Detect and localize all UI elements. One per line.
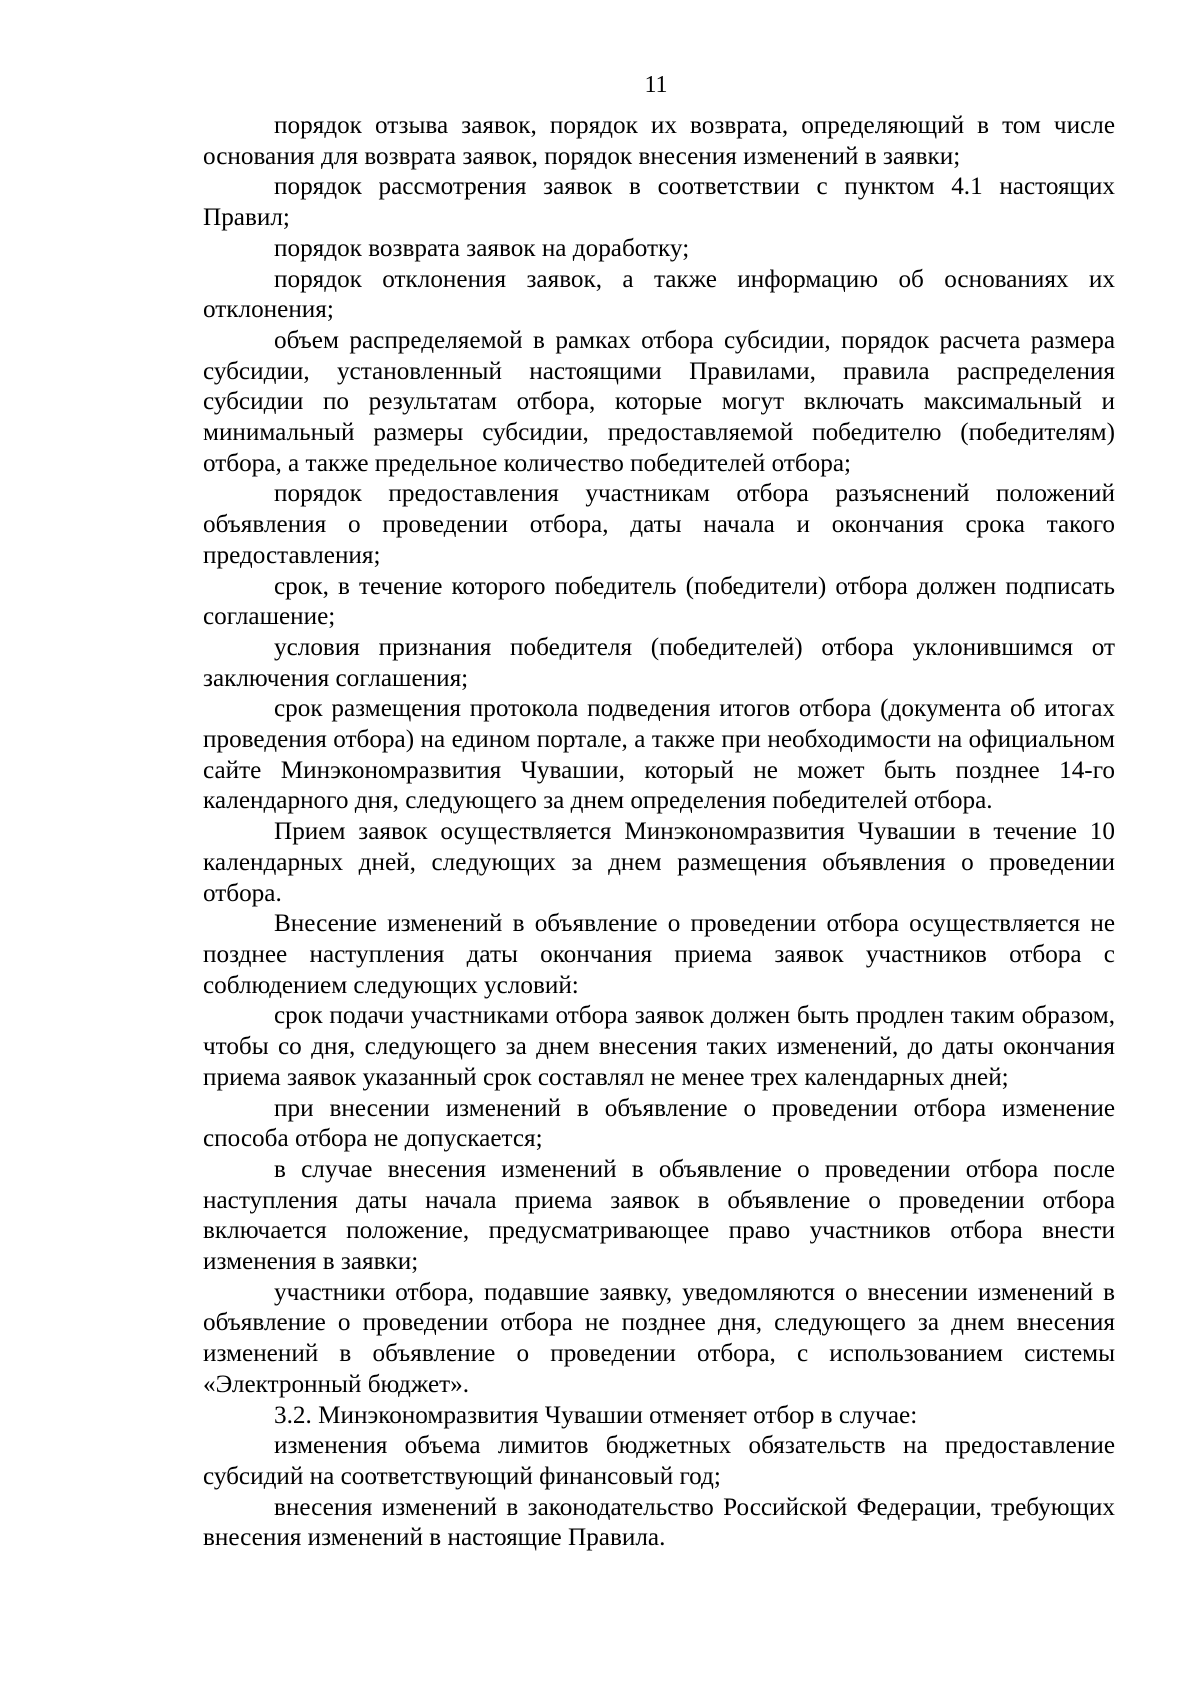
paragraph: срок, в течение которого победитель (победители) отбора должен подписать соглашение; bbox=[203, 572, 1115, 631]
paragraph: порядок отзыва заявок, порядок их возврата, определяющий в том числе основания для возврата заявок, порядок внесения изменений в заявки; bbox=[203, 112, 1115, 170]
paragraph: порядок отклонения заявок, а также информацию об основаниях их отклонения; bbox=[203, 265, 1115, 324]
paragraph: срок подачи участниками отбора заявок должен быть продлен таким образом, чтобы со дня, следующего за днем внесения таких изменений, до даты окончания приема заявок указанный срок составлял не менее трех календарных дней; bbox=[203, 1002, 1115, 1091]
paragraph: внесения изменений в законодательство Российской Федерации, требующих внесения изменений в настоящие Правила. bbox=[203, 1493, 1115, 1552]
paragraph: условия признания победителя (победителей) отбора уклонившимся от заключения соглашения; bbox=[203, 633, 1115, 692]
paragraph: участники отбора, подавшие заявку, уведомляются о внесении изменений в объявление о проведении отбора не позднее дня, следующего за днем внесения изменений в объявление о проведении отбора, с использованием системы «Электронный бюджет». bbox=[203, 1278, 1115, 1398]
paragraph: изменения объема лимитов бюджетных обязательств на предоставление субсидий на соответствующий финансовый год; bbox=[203, 1432, 1115, 1490]
page-number: 11 bbox=[644, 72, 668, 98]
paragraph: объем распределяемой в рамках отбора субсидии, порядок расчета размера субсидии, установленный настоящими Правилами, правила распределения субсидии по результатам отбора, которые могут включать максимальный и минимальный размеры субсидии, предоставляемой победителю (победителям) отбора, а также предельное количество победителей отбора; bbox=[203, 326, 1115, 477]
document-body bbox=[203, 111, 1115, 1554]
paragraph: Прием заявок осуществляется Минэкономразвития Чувашии в течение 10 календарных дней, следующих за днем размещения объявления о проведении отбора. bbox=[203, 818, 1115, 907]
paragraph: в случае внесения изменений в объявление о проведении отбора после наступления даты начала приема заявок в объявление о проведении отбора включается положение, предусматривающее право участников отбора внести изменения в заявки; bbox=[203, 1155, 1115, 1276]
paragraph: срок размещения протокола подведения итогов отбора (документа об итогах проведения отбора) на едином портале, а также при необходимости на официальном сайте Минэкономразвития Чувашии, который не может быть позднее 14-го календарного дня, следующего за днем определения победителей отбора. bbox=[203, 695, 1115, 815]
paragraph: порядок возврата заявок на доработку; bbox=[274, 234, 690, 262]
paragraph: Внесение изменений в объявление о проведении отбора осуществляется не позднее наступления даты окончания приема заявок участников отбора с соблюдением следующих условий: bbox=[203, 910, 1115, 999]
paragraph: при внесении изменений в объявление о проведении отбора изменение способа отбора не допускается; bbox=[203, 1094, 1115, 1153]
paragraph: порядок предоставления участникам отбора разъяснений положений объявления о проведении отбора, даты начала и окончания срока такого предоставления; bbox=[203, 480, 1115, 569]
paragraph: 3.2. Минэкономразвития Чувашии отменяет отбор в случае: bbox=[274, 1401, 918, 1429]
paragraph: порядок рассмотрения заявок в соответствии с пунктом 4.1 настоящих Правил; bbox=[203, 173, 1115, 232]
